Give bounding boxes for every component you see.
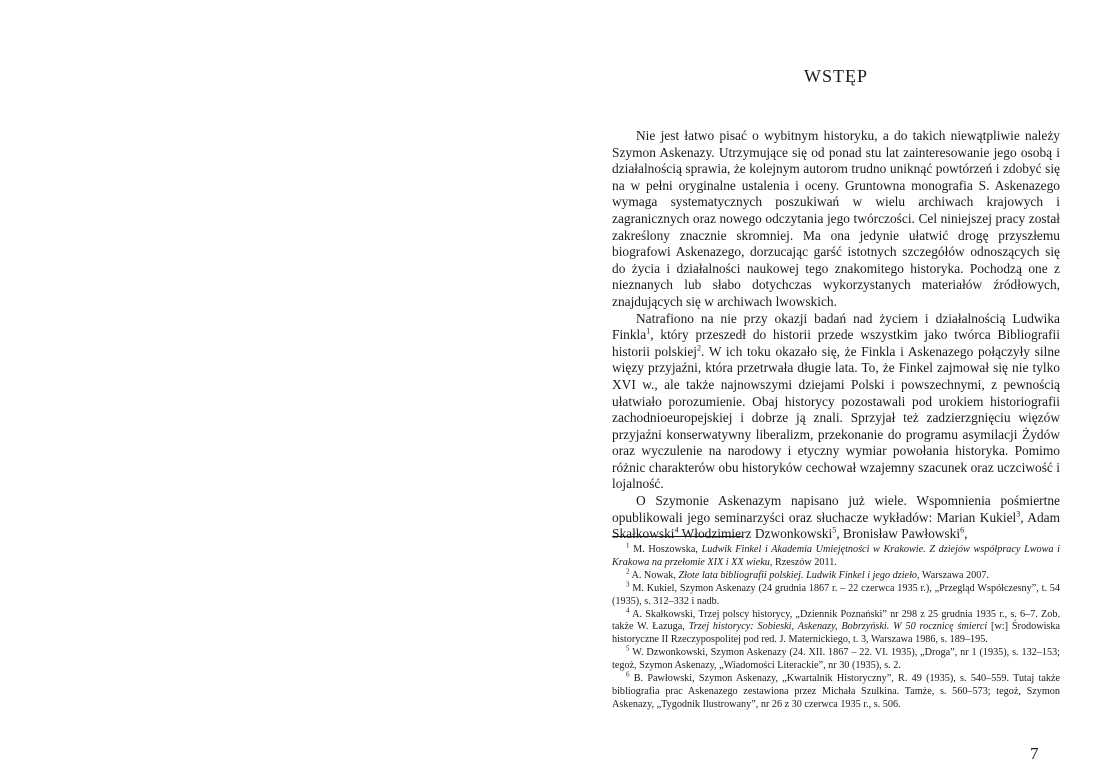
footnote-number: 6 [626,670,630,679]
paragraph-3-text-e: , [964,526,968,542]
footnote-ref-5: 5 [832,525,837,535]
footnote-tail: , Warszawa 2007. [917,569,989,581]
footnote-3 [612,580,1060,609]
footnote-divider [612,536,742,537]
paragraph-3-text-c: Włodzimierz Dzwonkowski [678,526,833,542]
paragraph-2-text-b: , który przeszedł do historii przede wszystkim jako twórca Bibliografii historii polskiej [612,327,1060,359]
footnote-4 [612,606,1061,648]
footnote-6 [612,670,1060,712]
footnote-text: M. Hoszowska, [629,544,702,555]
paragraph-3-text-d: , Bronisław Pawłowski [836,526,961,542]
paragraph-3-text-a: O Szymonie Askenazym napisano już wiele. Wspomnienia pośmiertne opublikowali jego seminarzyści oraz słuchacze wykładów: Marian Kukiel [612,493,1060,525]
paragraph-2 [612,311,1060,494]
footnote-ref-1: 1 [646,326,651,336]
footnote-ref-3: 3 [1016,509,1021,519]
footnote-italic: Ludwik Finkel i Akademia Umiejętności w Krakowie. Z dziejów współpracy Lwowa i Krakowa na przełomie XIX i XX wieku [612,544,1061,568]
footnote-text: B. Pawłowski, Szymon Askenazy, „Kwartalnik Historyczny”, R. 49 (1935), s. 540–559. Tutaj także bibliografia prac Askenazego zestawiona przez Michała Szulkina. Tamże, s. 560–573; tegoż, Szymon Askenazy, „Tygodnik Ilustrowany”, nr 26 z 30 czerwca 1935 r., s. 506. [612,673,1060,710]
page-number: 7 [1030,744,1039,763]
chapter-title: WSTĘP [803,66,868,86]
footnote-1 [612,541,1061,570]
paragraph-1: Nie jest łatwo pisać o wybitnym historyku, a do takich niewątpliwie należy Szymon Askenazy. Utrzymujące się od ponad stu lat zainteresowanie jego osobą i działalnością sprawia, że kolejnym autorom trudno uniknąć powtórzeń i zdobyć się na w pełni oryginalne ustalenia i oceny. Gruntowna monografia S. Askenazego wymaga systematycznych poszukiwań w wielu archiwach krajowych i zagranicznych oraz nowego odczytania jego twórczości. Cel niniejszej pracy został zakreślony znacznie skromniej. Ma ona jedynie ułatwić drogę przyszłemu biografowi Askenazego, dorzucając garść istotnych szczegółów odnoszących się do życia i działalności naukowej tego znakomitego historyka. Pochodzą one z nieznanych lub słabo dotychczas wykorzystanych materiałów źródłowych, znajdujących się w archiwach lwowskich. [612,128,1060,309]
footnote-ref-4: 4 [674,525,679,535]
footnote-2 [612,567,1060,583]
body-text [612,128,1060,543]
footnote-5 [612,644,1060,673]
footnote-tail: , Rzeszów 2011. [769,556,837,568]
footnote-tail: [w:] Środowiska historyczne II Rzeczypospolitej pod red. J. Maternickiego, t. 3, Warszawa 1986, s. 189–195. [612,621,1061,646]
footnote-number: 5 [626,644,630,653]
footnote-text: M. Kukiel, Szymon Askenazy (24 grudnia 1867 r. – 22 czerwca 1935 r.), „Przegląd Współczesny”, t. 54 (1935), s. 312–332 i nadb. [612,582,1060,607]
footnote-number: 1 [626,541,630,550]
footnote-ref-2: 2 [697,343,702,353]
footnotes [612,541,1061,712]
footnote-ref-6: 6 [960,525,965,535]
footnote-text: A. Skałkowski, Trzej polscy historycy, „Dziennik Poznański” nr 298 z 25 grudnia 1935 r., s. 6–7. Zob. także W. Łazuga, [612,608,1060,633]
footnote-italic: Trzej historycy: Sobieski, Askenazy, Bobrzyński. W 50 rocznicę śmierci [688,621,988,633]
footnote-number: 2 [626,567,630,576]
footnote-number: 4 [626,606,630,615]
paragraph-2-text-c: . W ich toku okazało się, że Finkla i Askenazego połączyły silne więzy przyjaźni, która przetrwała długie lata. To, że Finkel zajmował się nie tylko XVI w., ale także najnowszymi dziejami Polski i powszechnymi, z pewnością ułatwiało porozumienie. Obaj historycy pozostawali pod urokiem historiografii zachodnioeuropejskiej i dobrze ją znali. Sprzyjał też zadzierzgnięciu więzów przyjaźni konserwatywny liberalizm, przekonanie do programu asymilacji Żydów oraz wyczulenie na narodowy i etyczny wymiar powołania historyka. Pomimo różnic charakterów obu historyków cechował wzajemny szacunek oraz uczciwość i lojalność. [612,343,1060,492]
footnote-text: A. Nowak, [629,569,679,581]
footnote-text: W. Dzwonkowski, Szymon Askenazy (24. XII. 1867 – 22. VI. 1935), „Droga”, nr 1 (1935), s. 132–153; tegoż, Szymon Askenazy, „Wiadomości Literackie”, nr 30 (1935), s. 2. [612,647,1060,672]
footnote-number: 3 [626,580,630,589]
footnote-italic: Złote lata bibliografii polskiej. Ludwik Finkel i jego dzieło [678,569,917,581]
paragraph-2-text-a: Natrafiono na nie przy okazji badań nad życiem i działalnością Ludwika Finkla [612,310,1060,343]
paragraph-3-text-b: , Adam Skałkowski [612,509,1060,542]
